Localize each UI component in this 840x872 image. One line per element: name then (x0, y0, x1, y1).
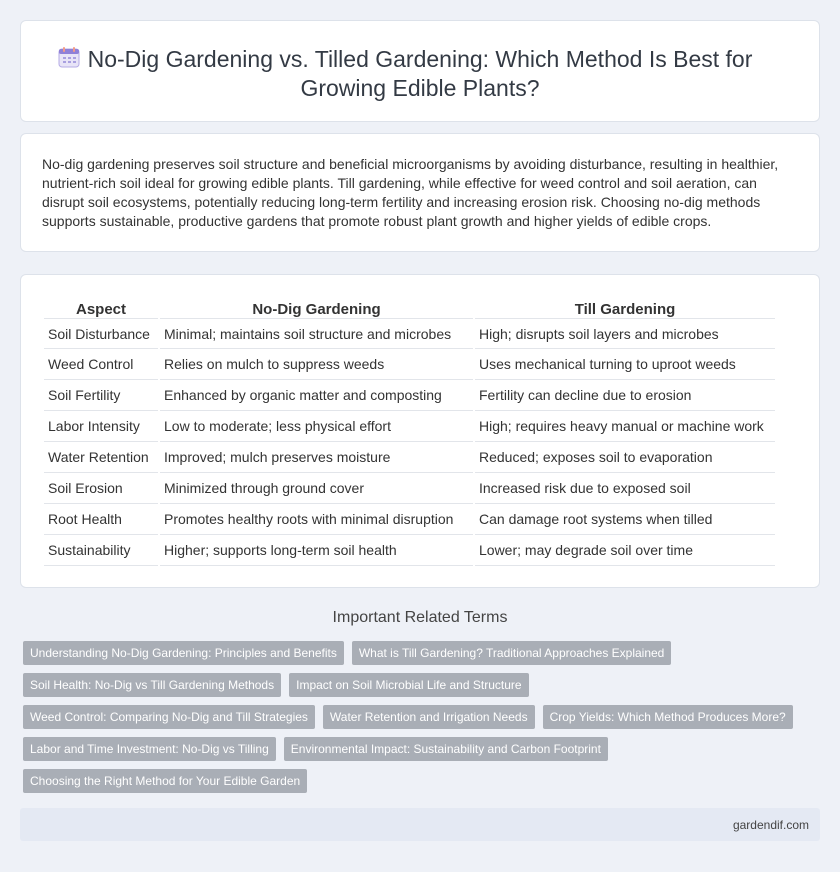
related-term-tag[interactable]: Water Retention and Irrigation Needs (323, 705, 535, 729)
related-term-tag[interactable]: Labor and Time Investment: No-Dig vs Tilling (23, 737, 276, 761)
no-dig-cell: Promotes healthy roots with minimal disruption (160, 504, 473, 535)
till-cell: Fertility can decline due to erosion (475, 380, 775, 411)
related-term-tag[interactable]: What is Till Gardening? Traditional Approaches Explained (352, 641, 672, 665)
related-term-tag[interactable]: Crop Yields: Which Method Produces More? (543, 705, 793, 729)
aspect-cell: Sustainability (44, 535, 158, 566)
tag-row (23, 737, 813, 761)
table-row (44, 473, 775, 504)
aspect-cell: Root Health (44, 504, 158, 535)
aspect-cell: Soil Erosion (44, 473, 158, 504)
table-row (44, 535, 775, 566)
related-term-tag[interactable]: Understanding No-Dig Gardening: Principles and Benefits (23, 641, 344, 665)
no-dig-cell: Low to moderate; less physical effort (160, 411, 473, 442)
table-row (44, 411, 775, 442)
till-cell: Reduced; exposes soil to evaporation (475, 442, 775, 473)
till-cell: High; disrupts soil layers and microbes (475, 318, 775, 349)
header-card (20, 20, 820, 122)
table-row (44, 318, 775, 349)
intro-card (20, 133, 820, 252)
related-terms-tags (23, 641, 813, 801)
aspect-cell: Soil Disturbance (44, 318, 158, 349)
related-term-tag[interactable]: Environmental Impact: Sustainability and Carbon Footprint (284, 737, 608, 761)
table-row (44, 380, 775, 411)
page-title: No-Dig Gardening vs. Tilled Gardening: Which Method Is Best for Growing Edible Plants? (87, 46, 753, 101)
tag-row (23, 641, 813, 665)
till-cell: High; requires heavy manual or machine work (475, 411, 775, 442)
till-cell: Lower; may degrade soil over time (475, 535, 775, 566)
no-dig-cell: Relies on mulch to suppress weeds (160, 349, 473, 380)
tag-row (23, 673, 813, 697)
related-term-tag[interactable]: Impact on Soil Microbial Life and Structure (289, 673, 528, 697)
comparison-table (42, 296, 777, 566)
table-row (44, 442, 775, 473)
no-dig-cell: Improved; mulch preserves moisture (160, 442, 473, 473)
header-till: Till Gardening (574, 301, 676, 318)
aspect-cell: Labor Intensity (44, 411, 158, 442)
till-cell: Uses mechanical turning to uproot weeds (475, 349, 775, 380)
aspect-cell: Soil Fertility (44, 380, 158, 411)
footer (20, 808, 820, 841)
aspect-cell: Weed Control (44, 349, 158, 380)
till-cell: Increased risk due to exposed soil (475, 473, 775, 504)
related-term-tag[interactable]: Soil Health: No-Dig vs Till Gardening Methods (23, 673, 281, 697)
related-term-tag[interactable]: Weed Control: Comparing No-Dig and Till Strategies (23, 705, 315, 729)
aspect-cell: Water Retention (44, 442, 158, 473)
tag-row (23, 705, 813, 729)
header-aspect: Aspect (75, 301, 127, 318)
till-cell: Can damage root systems when tilled (475, 504, 775, 535)
no-dig-cell: Minimal; maintains soil structure and microbes (160, 318, 473, 349)
comparison-table-card (20, 274, 820, 588)
no-dig-cell: Minimized through ground cover (160, 473, 473, 504)
no-dig-cell: Higher; supports long-term soil health (160, 535, 473, 566)
header-no-dig: No-Dig Gardening (252, 301, 381, 318)
footer-site-link[interactable]: gardendif.com (732, 818, 809, 832)
related-term-tag[interactable]: Choosing the Right Method for Your Edible Garden (23, 769, 307, 793)
table-row (44, 349, 775, 380)
tag-row (23, 769, 813, 793)
related-terms-heading: Important Related Terms (332, 609, 508, 626)
table-header-row (44, 296, 775, 318)
no-dig-cell: Enhanced by organic matter and composting (160, 380, 473, 411)
intro-paragraph: No-dig gardening preserves soil structure and beneficial microorganisms by avoiding disturbance, resulting in healthier, nutrient-rich soil ideal for growing edible plants. Till gardening, while effective for weed control and soil aeration, can disrupt soil ecosystems, potentially reducing long-term fertility and increasing erosion risk. Choosing no-dig methods supports sustainable, productive gardens that promote robust plant growth and higher yields of edible crops. (42, 156, 779, 229)
table-row (44, 504, 775, 535)
